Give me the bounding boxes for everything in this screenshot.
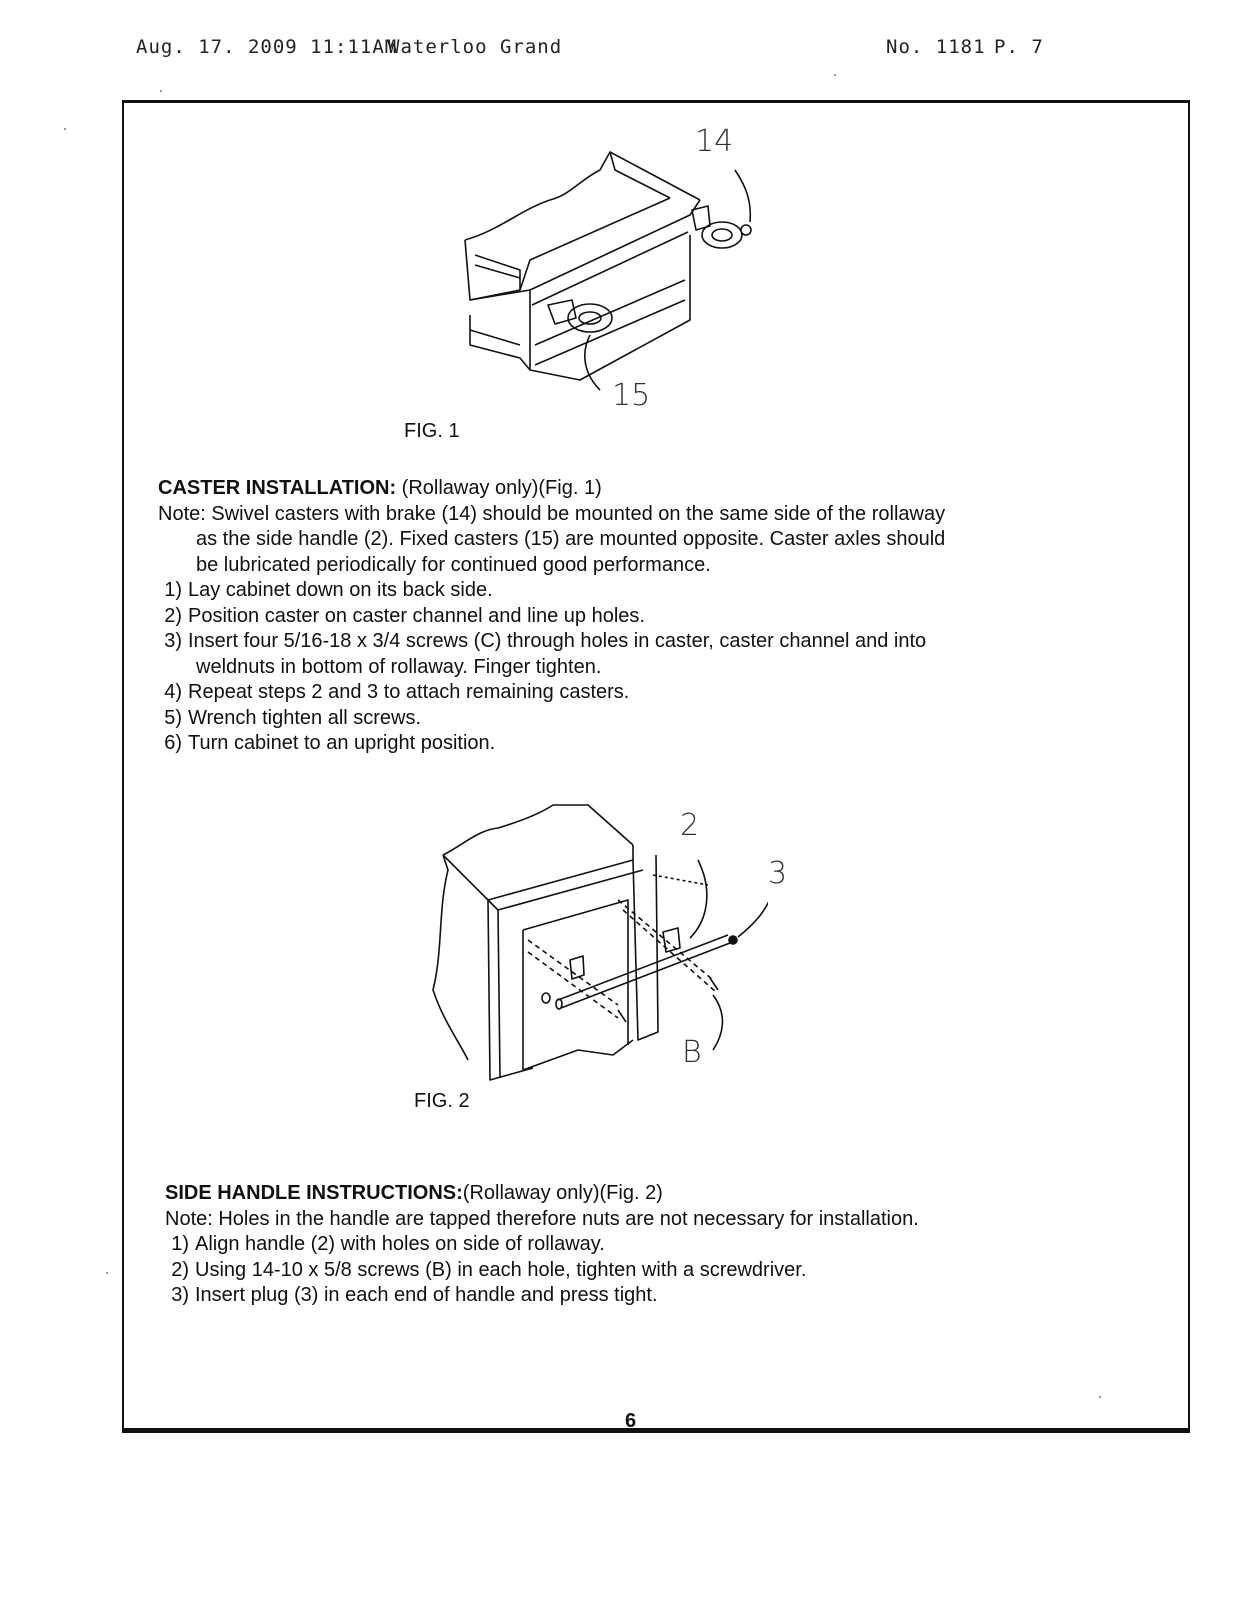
step-text: Using 14-10 x 5/8 screws (B) in each hole, tighten with a screwdriver. [195,1258,807,1281]
figure1-callout-15: 15 [612,378,651,413]
step-text: Wrench tighten all screws. [188,706,422,729]
handle-note: Note: Holes in the handle are tapped therefore nuts are not necessary for installation. [165,1207,919,1230]
caster-step [158,629,945,655]
step-number: 5) [164,706,182,729]
figure1-caption: FIG. 1 [404,420,460,442]
scan-speck [64,128,66,130]
caster-step [158,731,945,757]
figure2-callout-2: 2 [680,808,700,843]
step-text: Align handle (2) with holes on side of rollaway. [195,1233,605,1255]
handle-step [165,1283,919,1309]
caster-heading-line [158,476,945,502]
caster-step-continuation [158,655,945,681]
figure1-illustration [460,140,760,400]
scan-speck [106,1272,108,1274]
scan-speck [834,74,836,76]
fax-number: No. 1181 [886,36,986,58]
caster-note-line: Note: Swivel casters with brake (14) should be mounted on the same side of the rollaway [158,502,946,525]
step-text: Insert four 5/16-18 x 3/4 screws (C) through holes in caster, caster channel and into [188,630,927,652]
step-number: 2) [164,604,182,627]
step-text: Turn cabinet to an upright position. [188,732,496,754]
caster-step [158,680,945,706]
caster-note-line: as the side handle (2). Fixed casters (15) are mounted opposite. Caster axles should [196,528,946,550]
caster-step [158,578,945,604]
figure2-caption: FIG. 2 [414,1090,470,1112]
step-text: Lay cabinet down on its back side. [188,579,493,601]
fax-header [0,36,1253,66]
figure1-callout-14: 14 [695,124,734,159]
page-number: 6 [625,1410,637,1432]
caster-installation-section [158,476,945,757]
figure2-illustration [428,800,768,1090]
step-number: 3) [171,1284,189,1306]
step-text: Position caster on caster channel and line up holes. [188,604,645,627]
handle-heading-suffix: (Rollaway only)(Fig. 2) [462,1182,663,1204]
scan-speck [160,90,162,92]
handle-step [165,1258,919,1284]
step-text: weldnuts in bottom of rollaway. Finger tighten. [196,655,602,678]
caster-heading-suffix: (Rollaway only)(Fig. 1) [396,477,602,499]
step-number: 1) [171,1233,189,1255]
caster-heading: CASTER INSTALLATION: [158,477,397,499]
step-number: 2) [171,1258,189,1281]
handle-heading: SIDE HANDLE INSTRUCTIONS: [165,1182,463,1204]
handle-step [165,1232,919,1258]
step-number: 3) [164,630,182,652]
fax-page: P. 7 [994,36,1044,58]
caster-step [158,706,945,732]
step-number: 1) [164,579,182,601]
figure2-callout-3: 3 [768,856,788,891]
fax-datetime: Aug. 17. 2009 11:11AM [136,36,398,58]
caster-step [158,604,945,630]
step-number: 6) [164,732,182,754]
fax-sender: Waterloo Grand [388,36,563,58]
figure2-callout-b: B [682,1035,702,1070]
caster-note-line: be lubricated periodically for continued good performance. [196,553,711,576]
step-text: Insert plug (3) in each end of handle and press tight. [195,1284,658,1306]
step-number: 4) [164,681,182,703]
side-handle-section [165,1181,919,1309]
handle-heading-line [165,1181,919,1207]
step-text: Repeat steps 2 and 3 to attach remaining casters. [188,681,630,703]
